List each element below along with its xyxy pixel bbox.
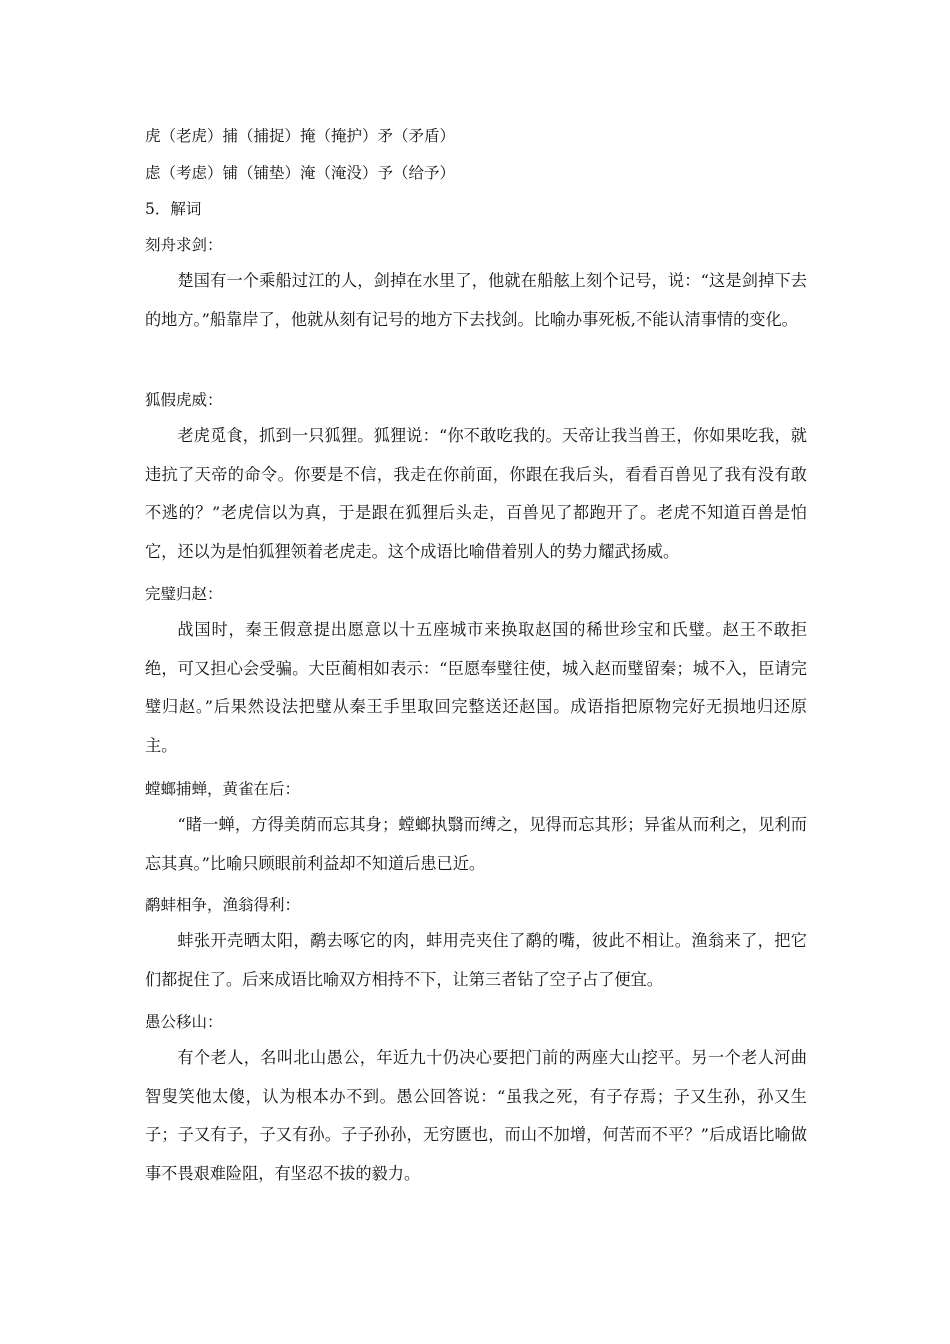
idiom-title-kezhouqiujian: 刻舟求剑： (145, 236, 223, 254)
char-pair-line-2: 虑（考虑）铺（铺垫）淹（淹没）予（给予） (145, 164, 456, 182)
idiom-title-yubangxiangzheng: 鹬蚌相争，渔翁得利： (145, 896, 301, 914)
section-title: 5．解词 (145, 200, 202, 218)
idiom-text-tanglangbuchan: “睹一蝉，方得美荫而忘其身；螳螂执翳而缚之，见得而忘其形；异雀从而利之，见利而忘其真。”比喻只顾眼前利益却不知道后患已近。 (145, 815, 807, 873)
idiom-text-yugongyishan: 有个老人，名叫北山愚公，年近九十仍决心要把门前的两座大山挖平。另一个老人河曲智叟笑他太傻，认为根本办不到。愚公回答说：“虽我之死，有子存焉；子又生孙，孙又生子；子又有子，子又有孙。子子孙孙，无穷匮也，而山不加增，何苦而不平？”后成语比喻做事不畏艰难险阻，有坚忍不拔的毅力。 (145, 1048, 807, 1183)
idiom-title-wanbiguizhao: 完璧归赵： (145, 585, 223, 603)
idiom-text-yubangxiangzheng: 蚌张开壳晒太阳，鹬去啄它的肉，蚌用壳夹住了鹬的嘴，彼此不相让。渔翁来了，把它们都捉住了。后来成语比喻双方相持不下，让第三者钻了空子占了便宜。 (145, 931, 807, 989)
idiom-title-yugongyishan: 愚公移山： (145, 1013, 223, 1031)
idiom-title-tanglangbuchan: 螳螂捕蝉，黄雀在后： (145, 780, 301, 798)
idiom-text-wanbiguizhao: 战国时，秦王假意提出愿意以十五座城市来换取赵国的稀世珍宝和氏璧。赵王不敢拒绝，可又担心会受骗。大臣蔺相如表示：“臣愿奉璧往使，城入赵而璧留秦；城不入，臣请完璧归赵。”后果然设法把璧从秦王手里取回完整送还赵国。成语指把原物完好无损地归还原主。 (145, 620, 807, 755)
idiom-text-hujiahuwei: 老虎觅食，抓到一只狐狸。狐狸说：“你不敢吃我的。天帝让我当兽王，你如果吃我，就违抗了天帝的命令。你要是不信，我走在你前面，你跟在我后头，看看百兽见了我有没有敢不逃的？”老虎信以为真，于是跟在狐狸后头走，百兽见了都跑开了。老虎不知道百兽是怕它，还以为是怕狐狸领着老虎走。这个成语比喻借着别人的势力耀武扬威。 (145, 426, 807, 561)
idiom-title-hujiahuwei: 狐假虎威： (145, 391, 223, 409)
char-pair-line-1: 虎（老虎）捕（捕捉）掩（掩护）矛（矛盾） (145, 127, 456, 145)
idiom-text-kezhouqiujian: 楚国有一个乘船过江的人，剑掉在水里了，他就在船舷上刻个记号，说：“这是剑掉下去的地方。”船靠岸了，他就从刻有记号的地方下去找剑。比喻办事死板,不能认清事情的变化。 (145, 271, 807, 329)
